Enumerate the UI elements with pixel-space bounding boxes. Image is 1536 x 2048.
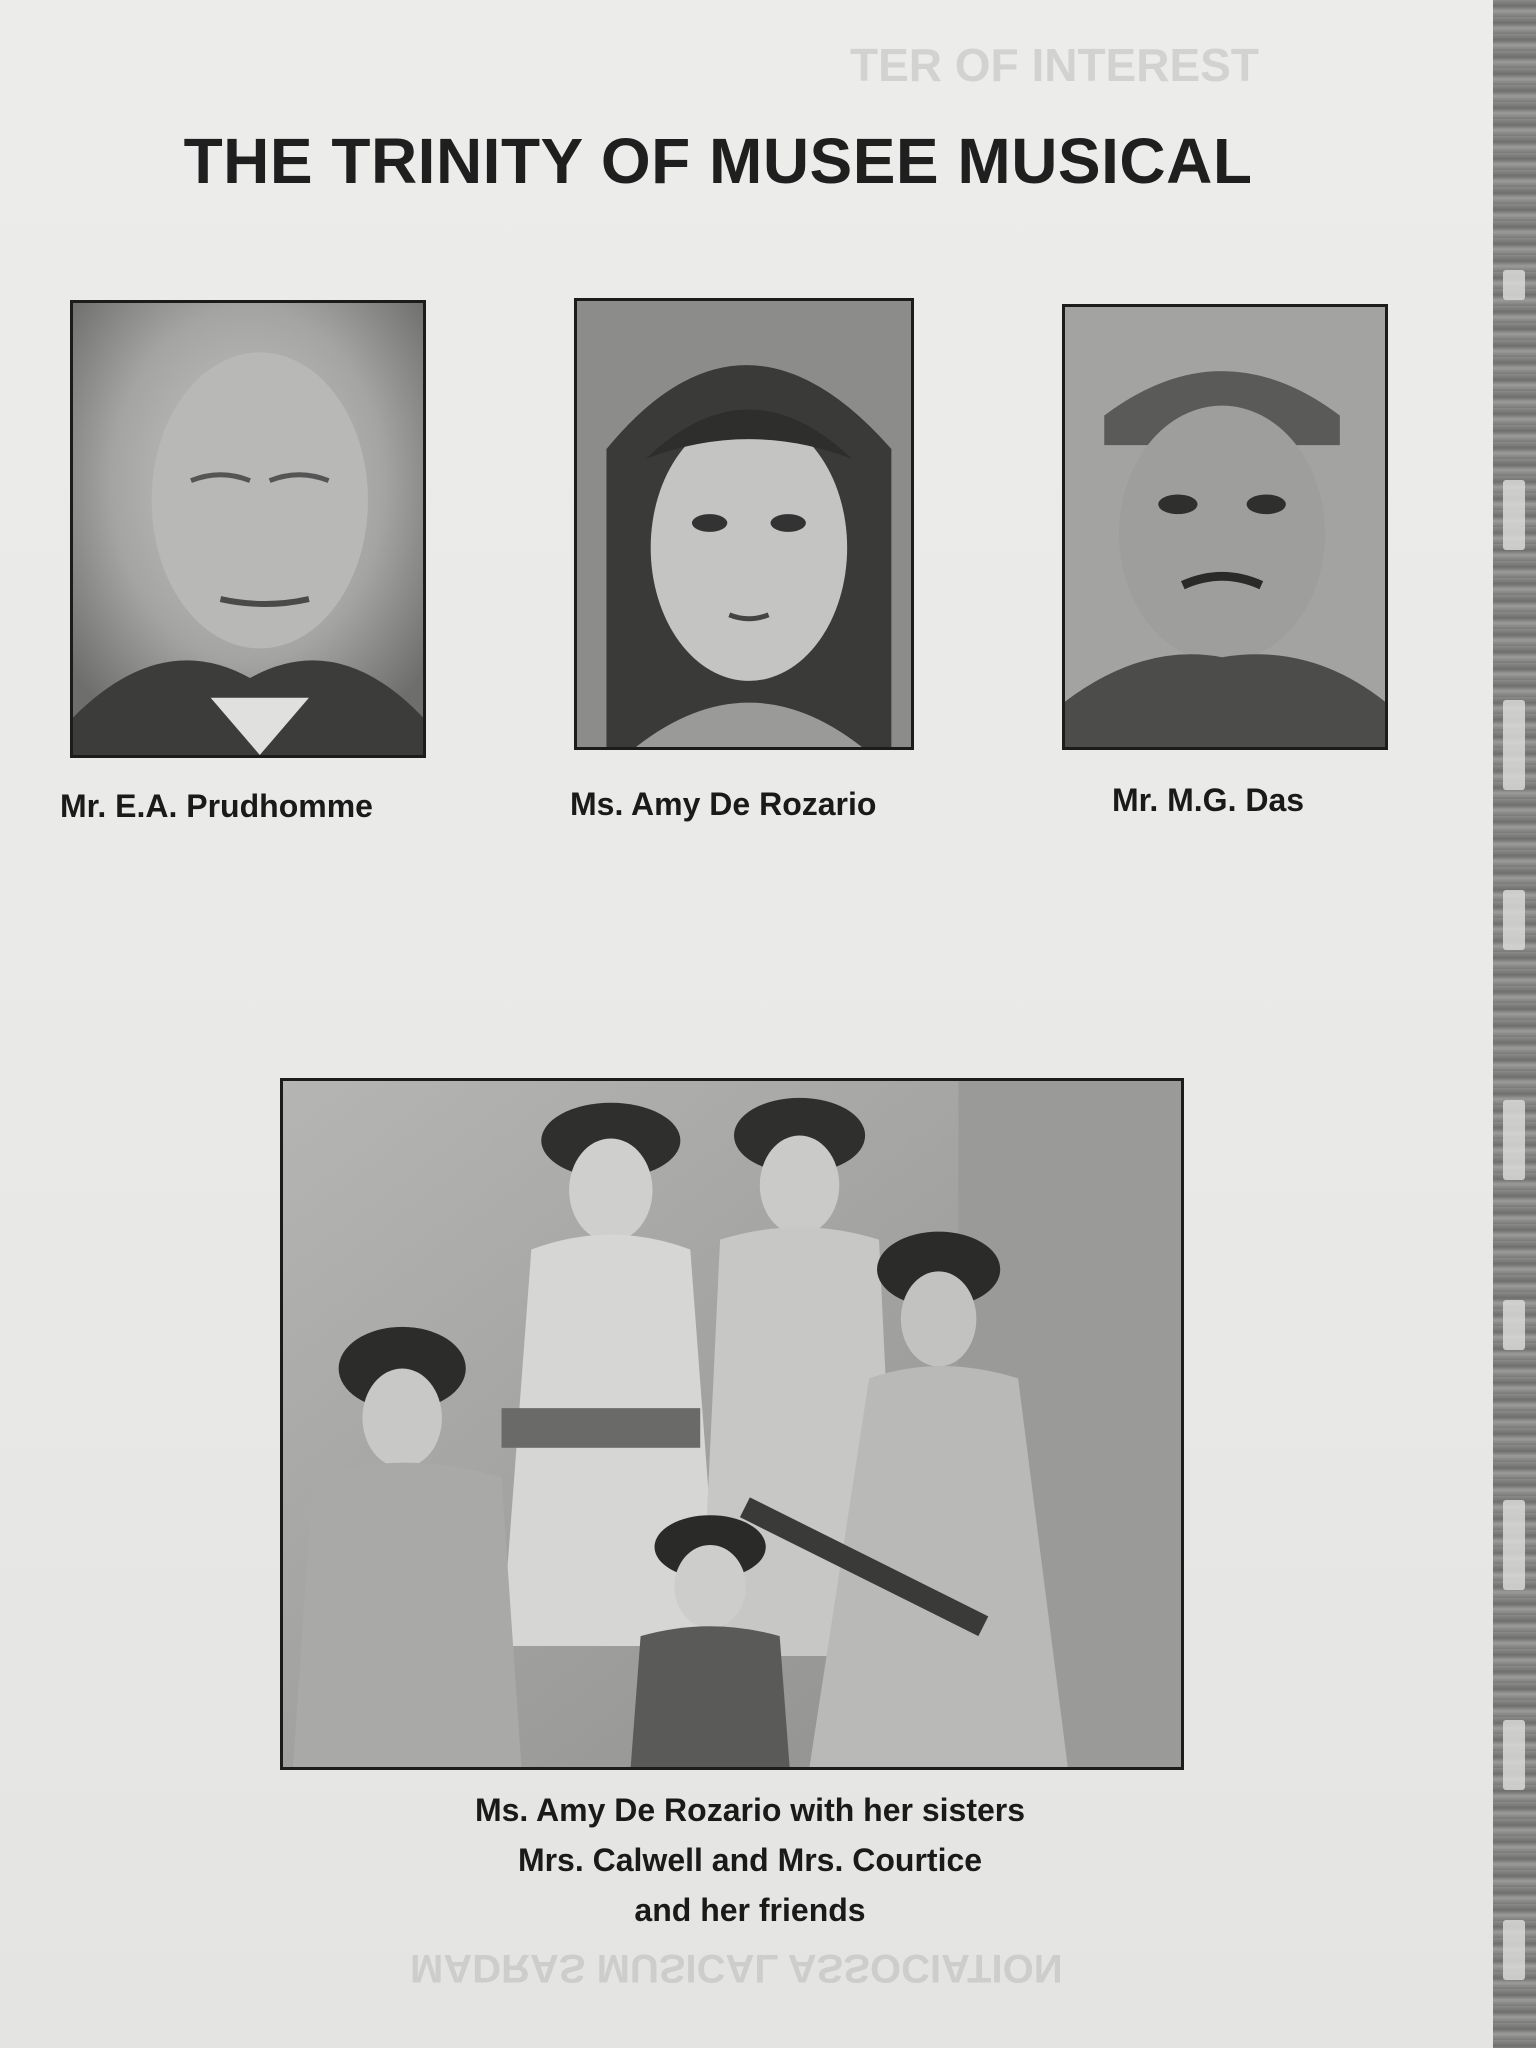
portrait-caption-prudhomme: Mr. E.A. Prudhomme [60,788,373,824]
bleed-through-heading: TER OF INTEREST [850,39,1259,91]
group-caption-line: Ms. Amy De Rozario with her sisters [474,1792,1026,1828]
portrait-caption-das: Mr. M.G. Das [1112,782,1305,818]
bleed-through-footer: MADRAS MUSICAL ASSOCIATION [410,1946,1063,1990]
portrait-image [577,301,911,747]
group-caption-line: Mrs. Calwell and Mrs. Courtice [517,1842,983,1878]
portrait-photo-prudhomme [70,300,426,758]
portrait-photo-das [1062,304,1388,750]
group-photo-image [283,1081,1181,1767]
group-photo-caption [300,1785,1200,1935]
group-photo [280,1078,1184,1770]
portrait-caption-de-rozario: Ms. Amy De Rozario [570,786,877,822]
group-caption-line: and her friends [634,1892,866,1928]
portrait-image [1065,307,1385,747]
page-title: THE TRINITY OF MUSEE MUSICAL [183,125,1253,197]
portrait-photo-de-rozario [574,298,914,750]
book-binding-edge [1493,0,1536,2048]
portrait-image [73,303,423,755]
